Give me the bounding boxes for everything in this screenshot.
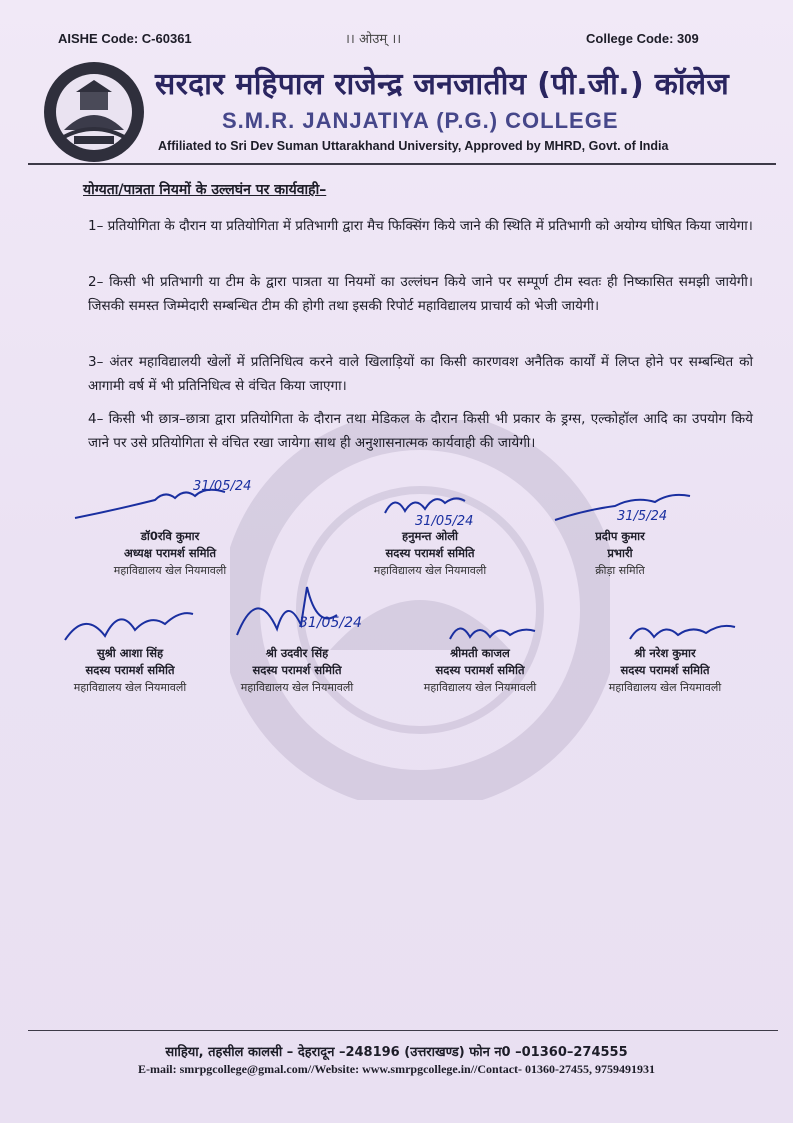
om-invocation: ।। ओउम् ।। — [345, 32, 402, 47]
signatory-body: महाविद्यालय खेल नियमावली — [373, 564, 487, 577]
college-logo — [42, 60, 146, 164]
signatory-name: डॉ0रवि कुमार — [140, 529, 200, 543]
signatory-3 — [545, 509, 695, 579]
signatory-role: प्रभारी — [607, 546, 633, 560]
svg-text:31/05/24: 31/05/24 — [193, 479, 252, 494]
college-name-hindi: सरदार महिपाल राजेन्द्र जनजातीय (पी.जी.) कॉलेज — [155, 67, 730, 102]
signatory-body: महाविद्यालय खेल नियमावली — [240, 681, 354, 694]
handwritten-signature — [65, 600, 195, 650]
rule-paragraph-4: 4– किसी भी छात्र–छात्रा द्वारा प्रतियोगिता के दौरान तथा मेडिकल के दौरान किसी भी प्रकार के ड्रग्स, एल्कोहॉल आदि का उपयोग किये जाने पर उसे प्रतियोगिता से वंचित रखा जायेगा साथ ही अनुशासनात्मक कार्यवाही की जायेगी। — [88, 411, 753, 451]
rule-paragraph-2: 2– किसी भी प्रतिभागी या टीम के द्वारा पात्रता या नियमों का उल्लंघन किये जाने पर सम्पूर्ण टीम स्वतः ही निष्कासित समझी जायेगी। जिसकी समस्त जिम्मेदारी सम्बन्धित टीम की होगी तथा इसकी रिपोर्ट महाविद्यालय प्राचार्य को भेजी जायेगी। — [88, 274, 753, 314]
signatory-7 — [590, 645, 740, 696]
signatory-name: श्री उदवीर सिंह — [265, 646, 329, 660]
affiliation-line: Affiliated to Sri Dev Suman Uttarakhand University, Approved by MHRD, Govt. of India — [158, 139, 669, 153]
header-divider — [28, 163, 776, 165]
signatory-body: महाविद्यालय खेल नियमावली — [608, 681, 722, 694]
svg-text:31/5/24: 31/5/24 — [617, 509, 668, 524]
signatory-2 — [355, 514, 505, 579]
handwritten-signature — [630, 615, 740, 645]
handwritten-signature — [237, 585, 387, 645]
footer-contact: E-mail: smrpgcollege@gmal.com//Website: www.smrpgcollege.in//Contact- 01360-27455, 9759491931 — [137, 1062, 656, 1076]
signatory-role: सदस्य परामर्श समिति — [435, 663, 525, 677]
aishe-code: AISHE Code: C-60361 — [58, 31, 192, 46]
handwritten-signature — [555, 486, 695, 526]
svg-text:31/05/24: 31/05/24 — [415, 514, 474, 529]
signatory-role: सदस्य परामर्श समिति — [252, 663, 342, 677]
signatory-body: महाविद्यालय खेल नियमावली — [423, 681, 537, 694]
signatory-body: महाविद्यालय खेल नियमावली — [113, 564, 227, 577]
footer-divider — [28, 1030, 778, 1031]
document-heading: योग्यता/पात्रता नियमों के उल्लघंन पर कार्यवाही– — [83, 182, 327, 198]
college-name-english: S.M.R. JANJATIYA (P.G.) COLLEGE — [222, 108, 619, 133]
signatory-name: श्रीमती काजल — [450, 646, 510, 660]
signatory-name: हनुमन्त ओली — [401, 529, 458, 543]
handwritten-signature — [450, 615, 540, 645]
rule-paragraph-3: 3– अंतर महाविद्यालयी खेलों में प्रतिनिधित्व करने वाले खिलाड़ियों का किसी कारणवश अनैतिक कार्यों में लिप्त होने पर सम्बन्धित को आगामी वर्ष में भी प्रतिनिधित्व से वंचित किया जाएगा। — [88, 354, 753, 394]
signatory-role: सदस्य परामर्श समिति — [85, 663, 175, 677]
signatory-name: सुश्री आशा सिंह — [96, 646, 164, 660]
svg-text:31/05/24: 31/05/24 — [299, 615, 362, 631]
signatory-role: सदस्य परामर्श समिति — [620, 663, 710, 677]
signatory-5 — [222, 615, 372, 696]
handwritten-signature — [385, 483, 495, 528]
handwritten-signature — [75, 480, 275, 520]
college-code: College Code: 309 — [586, 31, 699, 46]
signatory-role: सदस्य परामर्श समिति — [385, 546, 475, 560]
signatory-name: प्रदीप कुमार — [595, 529, 645, 543]
footer-address: साहिया, तहसील कालसी – देहरादून –248196 (उत्तराखण्ड) फोन न0 –01360–274555 — [165, 1045, 628, 1060]
signatory-body: क्रीड़ा समिति — [595, 564, 645, 577]
signatory-body: महाविद्यालय खेल नियमावली — [73, 681, 187, 694]
signatory-4 — [55, 645, 205, 696]
signatory-1 — [95, 479, 252, 579]
signatory-6 — [405, 645, 555, 696]
rule-paragraph-1: 1– प्रतियोगिता के दौरान या प्रतियोगिता में प्रतिभागी द्वारा मैच फिक्सिंग किये जाने की स्थिति में प्रतिभागी को अयोग्य घोषित किया जायेगा। — [88, 218, 753, 234]
signatory-role: अध्यक्ष परामर्श समिति — [123, 546, 217, 560]
signatory-name: श्री नरेश कुमार — [634, 646, 696, 660]
